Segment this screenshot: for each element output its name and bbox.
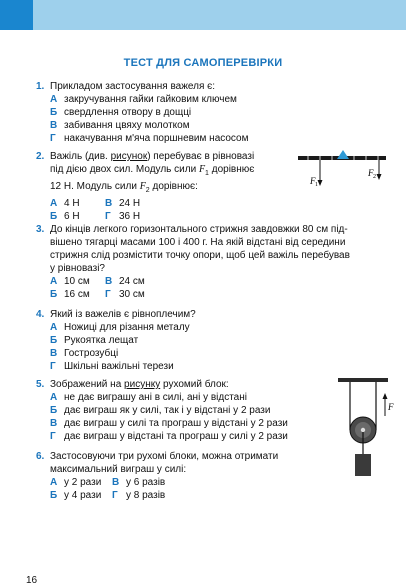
question-number: 4. bbox=[36, 309, 45, 320]
lever-figure bbox=[296, 148, 391, 198]
option-v[interactable]: В дає виграш у силі та програш у відстані у 2 рази bbox=[50, 418, 288, 429]
force-label: F bbox=[388, 402, 394, 412]
option-a[interactable]: А закручування гайки гайковим ключем bbox=[50, 94, 237, 105]
options-row-1 bbox=[50, 197, 290, 210]
svg-text:1: 1 bbox=[315, 182, 318, 188]
option-a[interactable]: А 10 см bbox=[50, 276, 90, 287]
question-text: Прикладом застосування важеля є: bbox=[50, 81, 216, 92]
option-a[interactable]: А у 2 рази bbox=[50, 477, 102, 488]
question-text-line-3: стрижня слід розмістити точку опори, щоб цей важіль перебував bbox=[50, 250, 350, 261]
question-text-line-3: 12 Н. Модуль сили $F_2$ дорівнює: bbox=[50, 181, 198, 194]
figure-link[interactable]: рисунок bbox=[110, 151, 148, 162]
question-4 bbox=[36, 308, 370, 373]
weight-block bbox=[355, 454, 371, 476]
option-b[interactable]: Б у 4 рази bbox=[50, 490, 102, 501]
option-v[interactable]: В Гострозубці bbox=[50, 348, 119, 359]
question-text-line-4: у рівновазі? bbox=[50, 263, 105, 274]
question-number: 5. bbox=[36, 379, 45, 390]
option-a[interactable]: А 4 Н bbox=[50, 198, 80, 209]
options-row-2 bbox=[50, 210, 290, 223]
option-v[interactable]: В 24 Н bbox=[105, 198, 141, 209]
force-label-1: F bbox=[310, 176, 316, 186]
option-b[interactable]: Б дає виграш як у силі, так і у відстані у 2 рази bbox=[50, 405, 271, 416]
option-a[interactable]: А не дає виграшу ані в силі, ані у відстані bbox=[50, 392, 247, 403]
header-band bbox=[0, 0, 406, 30]
option-g[interactable]: Г Шкільні важільні терези bbox=[50, 361, 174, 372]
option-g[interactable]: Г 36 Н bbox=[105, 211, 141, 222]
question-3 bbox=[36, 223, 370, 301]
question-6 bbox=[36, 450, 320, 502]
options-row-2 bbox=[50, 288, 370, 301]
figure-link[interactable]: рисунку bbox=[124, 379, 161, 390]
question-text-line-2: вішено тягарці масами 100 і 400 г. На якій відстані від середини bbox=[50, 237, 346, 248]
question-text-line-1: Важіль (див. рисунок) перебуває в рівновазі bbox=[50, 151, 255, 162]
option-g[interactable]: Г у 8 разів bbox=[112, 490, 166, 501]
question-1 bbox=[36, 80, 380, 145]
options-row-2 bbox=[50, 489, 320, 502]
question-text-line-1: До кінців легкого горизонтального стрижня завдовжки 80 см під- bbox=[50, 224, 348, 235]
options-row-1 bbox=[50, 476, 320, 489]
question-text-line-2: під дією двох сил. Модуль сили $F_1$ дорівнює bbox=[50, 164, 255, 177]
option-v[interactable]: В у 6 разів bbox=[112, 477, 166, 488]
pulley-figure bbox=[336, 376, 398, 484]
question-number: 3. bbox=[36, 224, 45, 235]
page-title: ТЕСТ ДЛЯ САМОПЕРЕВІРКИ bbox=[123, 57, 283, 69]
fulcrum-triangle bbox=[337, 150, 349, 159]
question-text-line-2: максимальний виграш у силі: bbox=[50, 464, 187, 475]
question-5 bbox=[36, 378, 330, 443]
option-b[interactable]: Б 6 Н bbox=[50, 211, 80, 222]
svg-text:2: 2 bbox=[373, 174, 376, 180]
option-g[interactable]: Г накачування м'яча поршневим насосом bbox=[50, 133, 249, 144]
question-number: 6. bbox=[36, 451, 45, 462]
question-text: Зображений на рисунку рухомий блок: bbox=[50, 379, 229, 390]
question-text-line-1: Застосовуючи три рухомі блоки, можна отримати bbox=[50, 451, 279, 462]
force-label-2: F bbox=[368, 168, 374, 178]
ceiling-beam bbox=[338, 378, 388, 382]
option-v[interactable]: В 24 см bbox=[105, 276, 145, 287]
option-b[interactable]: Б Рукоятка лещат bbox=[50, 335, 139, 346]
question-number: 1. bbox=[36, 81, 45, 92]
option-g[interactable]: Г 30 см bbox=[105, 289, 145, 300]
page-number: 16 bbox=[26, 575, 38, 586]
option-b[interactable]: Б 16 см bbox=[50, 289, 90, 300]
option-b[interactable]: Б свердлення отвору в дощці bbox=[50, 107, 192, 118]
option-g[interactable]: Г дає виграш у відстані та програш у силі у 2 рази bbox=[50, 431, 288, 442]
option-a[interactable]: А Ножиці для різання металу bbox=[50, 322, 190, 333]
question-text: Який із важелів є рівноплечим? bbox=[50, 309, 196, 320]
options-row-1 bbox=[50, 275, 370, 288]
option-v[interactable]: В забивання цвяху молотком bbox=[50, 120, 190, 131]
question-2 bbox=[36, 150, 290, 223]
header-corner-block bbox=[0, 0, 33, 30]
question-number: 2. bbox=[36, 151, 45, 162]
